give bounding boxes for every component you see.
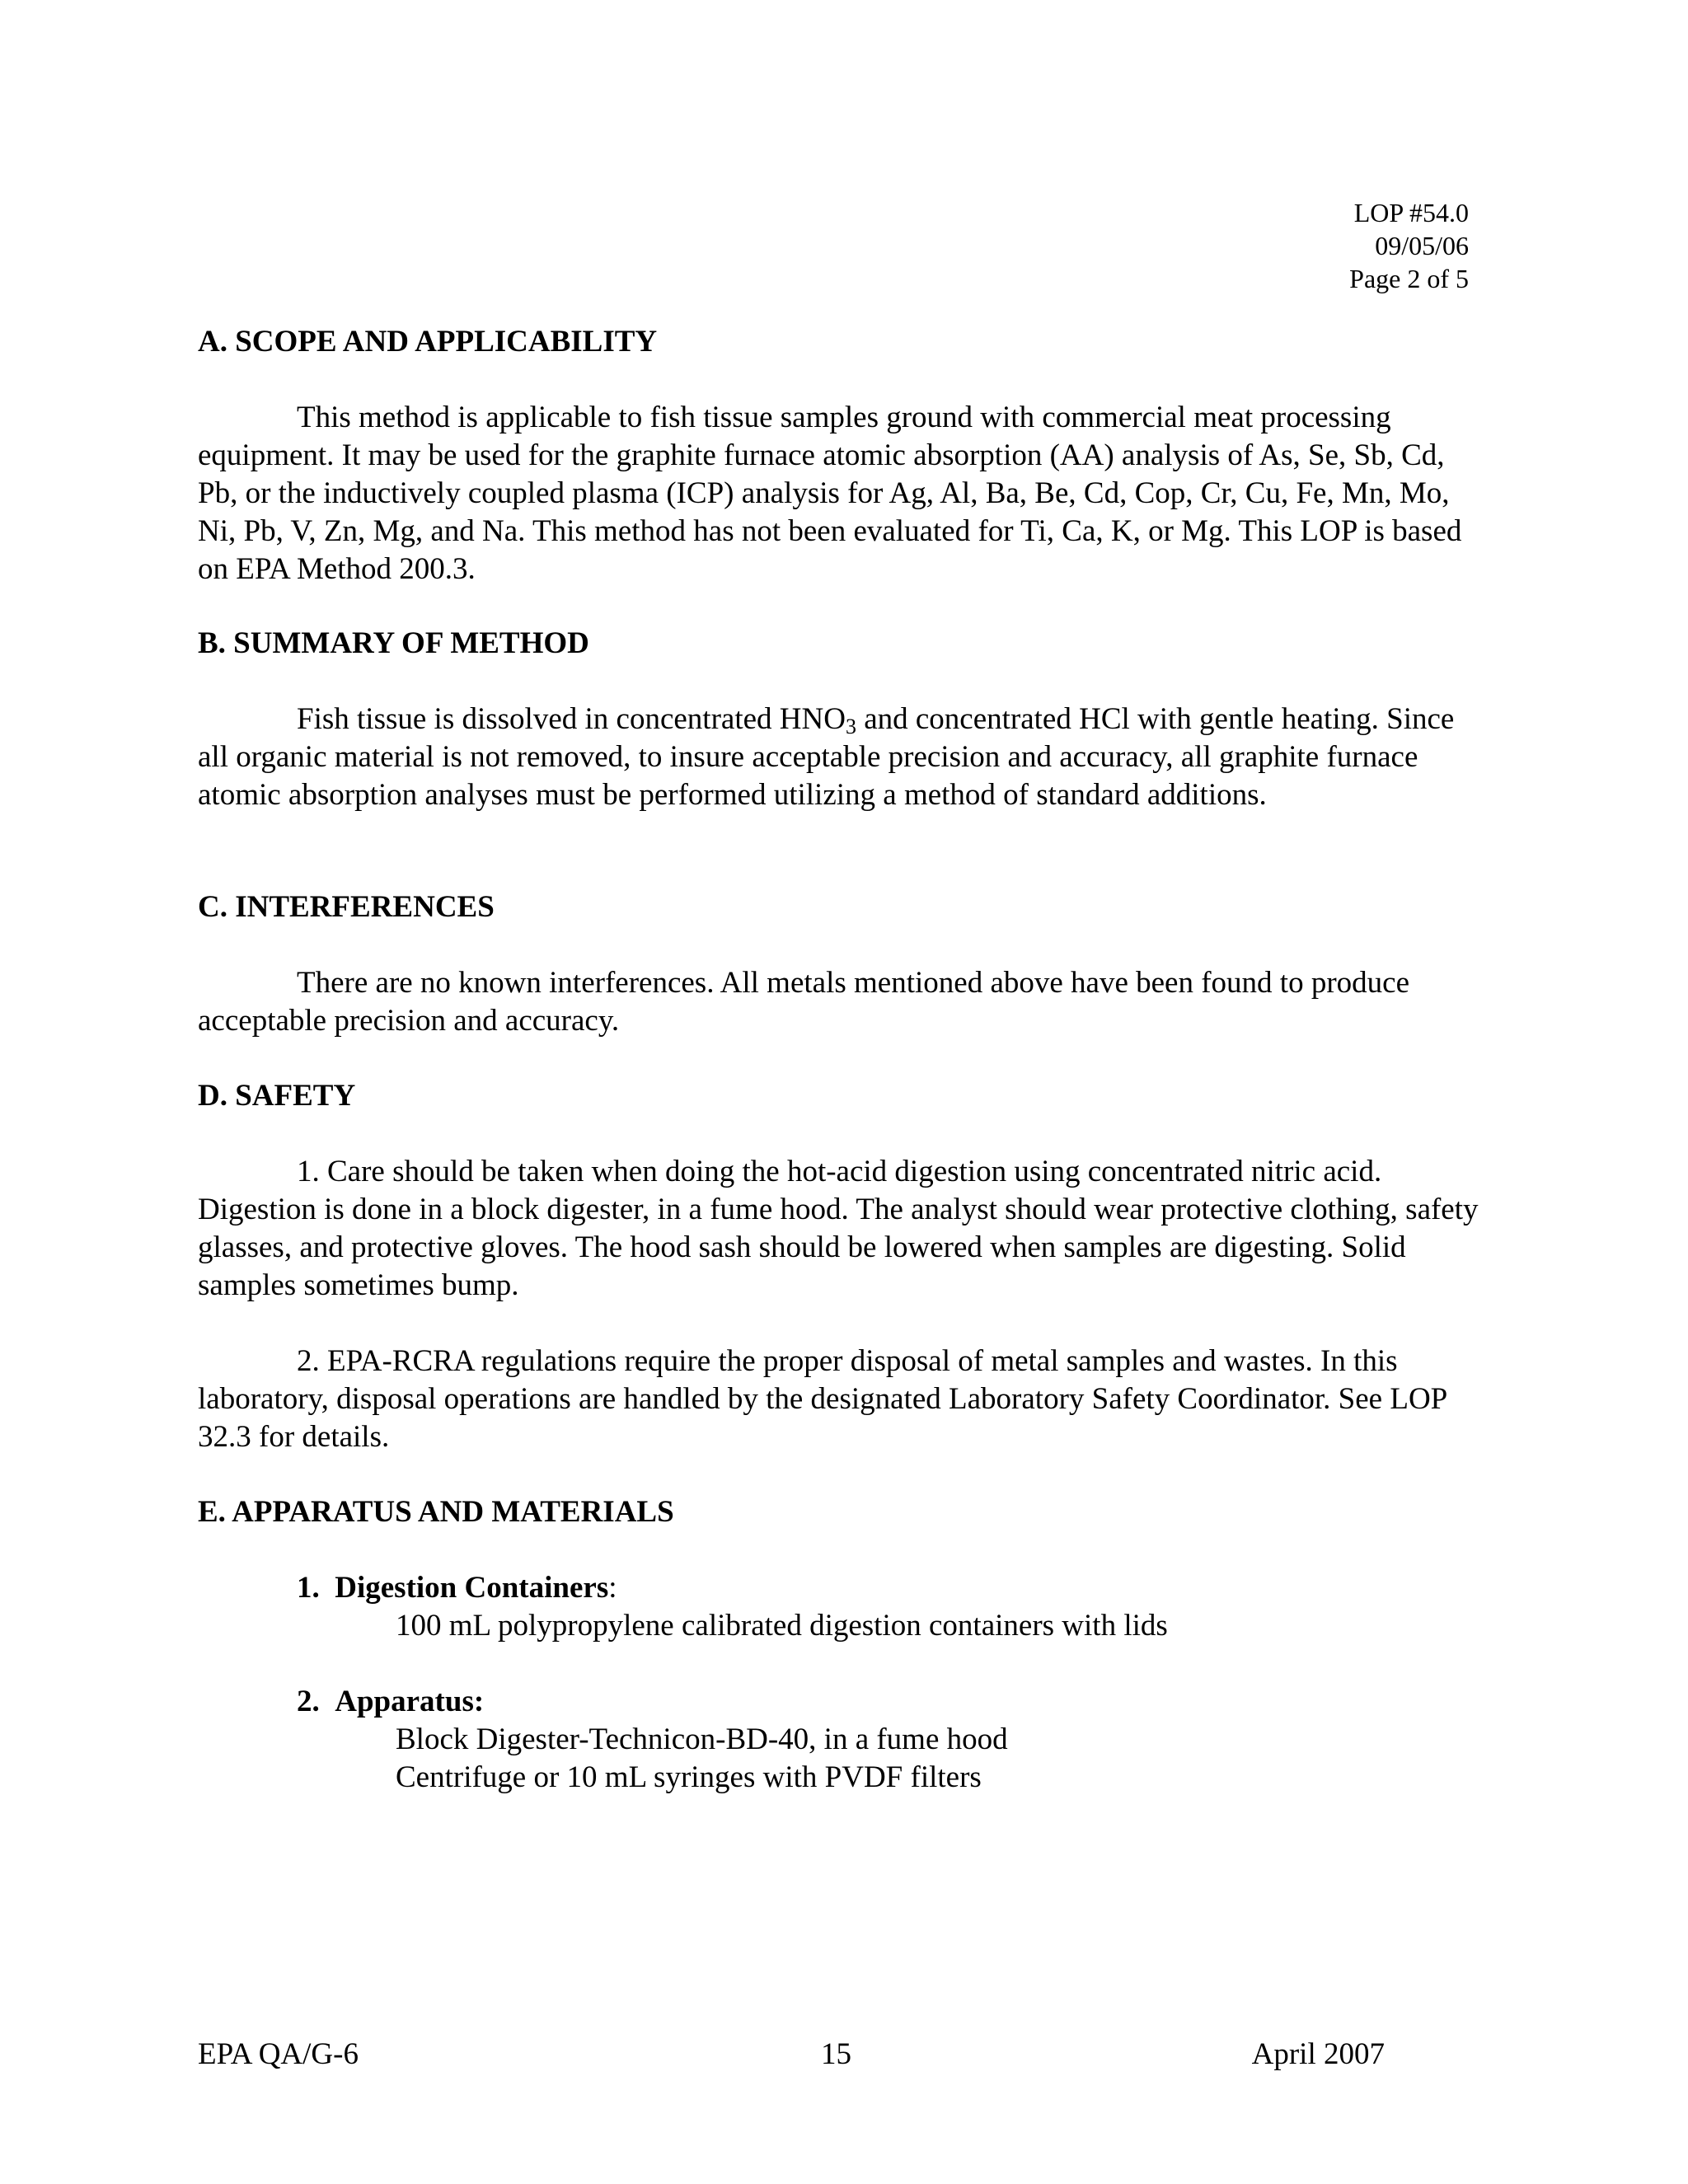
- section-heading: C. INTERFERENCES: [198, 890, 495, 924]
- apparatus-item-line: 100 mL polypropylene calibrated digestion containers with lids: [396, 1609, 1168, 1643]
- section-paragraph: There are no known interferences. All metals mentioned above have been found to produce acceptable precision and accuracy.: [198, 966, 1409, 1038]
- apparatus-item: [198, 1683, 1484, 1797]
- section-heading: E. APPARATUS AND MATERIALS: [198, 1495, 674, 1529]
- item-title: Digestion Containers: [335, 1571, 609, 1605]
- section-paragraph: This method is applicable to fish tissue samples ground with commercial meat processing equipment. It may be used for the graphite furnace atomic absorption (AA) analysis of As, Se, Sb, Cd, Pb, or the inductively coupled plasma (ICP) analysis for Ag, Al, Ba, Be, Cd, Cop, Cr, Cu, Fe, Mn, Mo, Ni, Pb, V, Zn, Mg, and Na. This method has not been evaluated for Ti, Ca, K, or Mg. This LOP is based on EPA Method 200.3.: [198, 401, 1462, 586]
- section-paragraph: [198, 701, 1484, 814]
- summary-text-after: and concentrated HCl with gentle heating. Since all organic material is not removed, to insure acceptable precision and accuracy, all graphite furnace atomic absorption analyses must be performed utilizing a method of standard additions.: [198, 702, 1455, 812]
- safety-item-2: 2. EPA-RCRA regulations require the proper disposal of metal samples and wastes. In this laboratory, disposal operations are handled by the designated Laboratory Safety Coordinator. See LOP 32.3 for details.: [198, 1344, 1447, 1454]
- item-suffix: :: [608, 1571, 617, 1605]
- footer-page-number: 15: [821, 2037, 851, 2071]
- section-summary: [198, 625, 1484, 814]
- page-number: Page 2 of 5: [1349, 264, 1469, 293]
- section-apparatus: [198, 1493, 1484, 1797]
- footer-date: April 2007: [1251, 2037, 1385, 2071]
- summary-text-before: Fish tissue is dissolved in concentrated HNO: [297, 702, 846, 736]
- item-title: Apparatus:: [335, 1685, 485, 1718]
- section-safety: [198, 1077, 1484, 1456]
- doc-date: 09/05/06: [1375, 231, 1469, 260]
- apparatus-item-line: Centrifuge or 10 mL syringes with PVDF filters: [396, 1760, 982, 1794]
- apparatus-item: [198, 1569, 1484, 1645]
- safety-item-1: 1. Care should be taken when doing the hot-acid digestion using concentrated nitric acid. Digestion is done in a block digester, in a fume hood. The analyst should wear protective clothing, safety glasses, and protective gloves. The hood sash should be lowered when samples are digesting. Solid samples sometimes bump.: [198, 1155, 1479, 1302]
- section-scope: [198, 323, 1484, 588]
- footer-doc-code: EPA QA/G-6: [198, 2037, 359, 2071]
- item-number: 2.: [297, 1685, 320, 1718]
- apparatus-item-line: Block Digester-Technicon-BD-40, in a fume hood: [396, 1722, 1008, 1756]
- section-heading: A. SCOPE AND APPLICABILITY: [198, 325, 658, 359]
- section-heading: B. SUMMARY OF METHOD: [198, 626, 589, 660]
- apparatus-item-title-line: [198, 1683, 1484, 1721]
- subscript: 3: [845, 715, 856, 738]
- doc-id: LOP #54.0: [1353, 198, 1469, 227]
- page-footer: [198, 2036, 1385, 2074]
- section-heading: D. SAFETY: [198, 1079, 356, 1113]
- section-interferences: [198, 888, 1484, 1040]
- apparatus-item-title-line: [198, 1569, 1484, 1607]
- page-header: [1349, 196, 1469, 295]
- item-number: 1.: [297, 1571, 320, 1605]
